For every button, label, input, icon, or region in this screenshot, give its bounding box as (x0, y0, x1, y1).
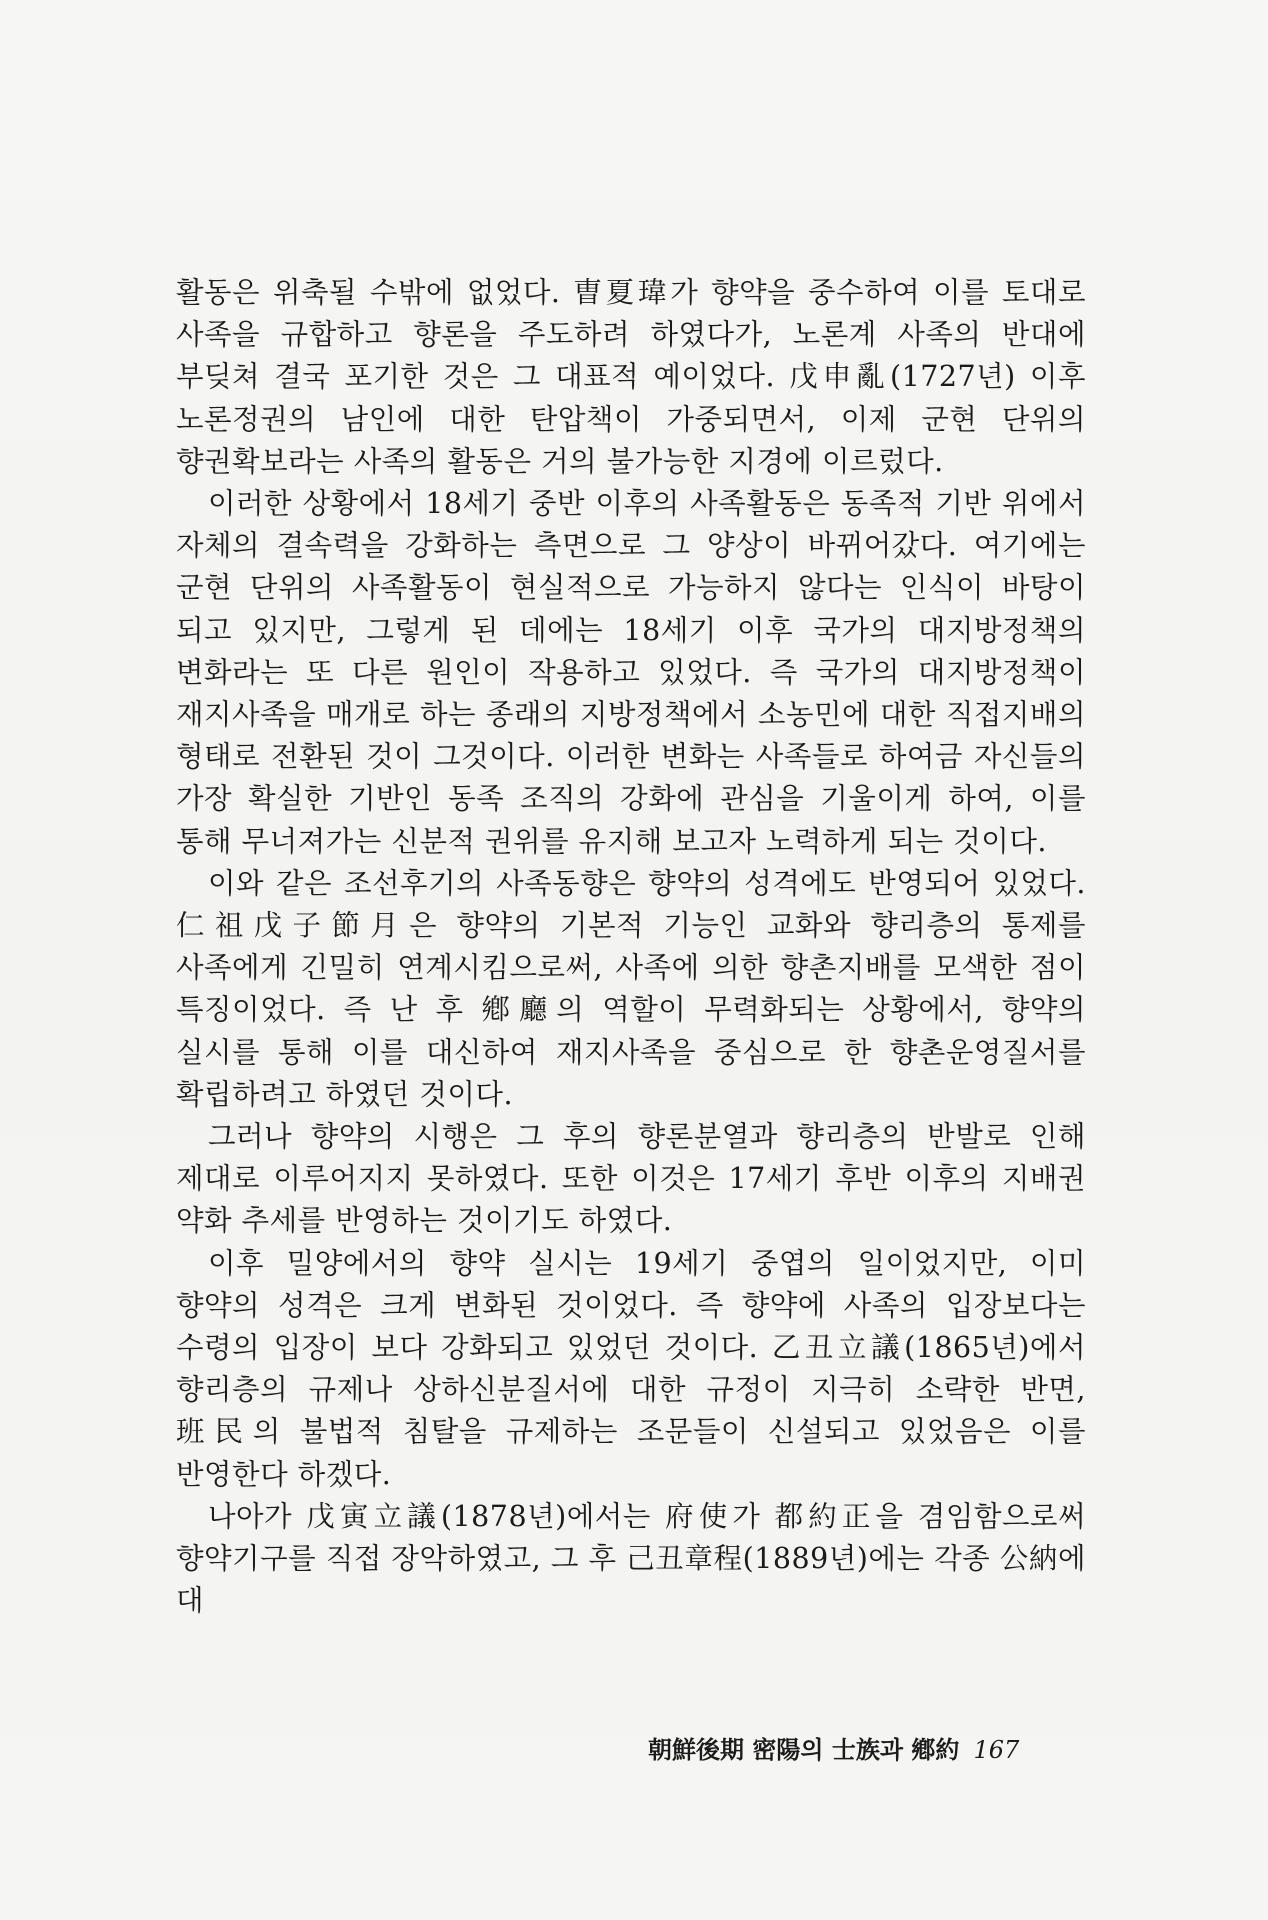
page-footer (648, 1733, 1088, 1767)
page-number: 167 (973, 1736, 1020, 1764)
paragraph-5: 이후 밀양에서의 향약 실시는 19세기 중엽의 일이었지만, 이미 향약의 성격은 크게 변화된 것이었다. 즉 향약에 사족의 입장보다는 수령의 입장이 보다 강화되고 있었던 것이다. 乙丑立議(1865년)에서 향리층의 규제나 상하신분질서에 대한 규정이 지극히 소략한 반면, 班民의 불법적 침탈을 규제하는 조문들이 신설되고 있었음은 이를 반영한다 하겠다. (176, 1246, 1086, 1491)
running-title: 朝鮮後期 密陽의 士族과 鄕約 (648, 1735, 960, 1764)
paragraph-2: 이러한 상황에서 18세기 중반 이후의 사족활동은 동족적 기반 위에서 자체의 결속력을 강화하는 측면으로 그 양상이 바뀌어갔다. 여기에는 군현 단위의 사족활동이 현실적으로 가능하지 않다는 인식이 바탕이 되고 있지만, 그렇게 된 데에는 18세기 이후 국가의 대지방정책의 변화라는 또 다른 원인이 작용하고 있었다. 즉 국가의 대지방정책이 재지사족을 매개로 하는 종래의 지방정책에서 소농민에 대한 직접지배의 형태로 전환된 것이 그것이다. 이러한 변화는 사족들로 하여금 자신들의 가장 확실한 기반인 동족 조직의 강화에 관심을 기울이게 하여, 이를 통해 무너져가는 신분적 권위를 유지해 보고자 노력하게 되는 것이다. (176, 487, 1086, 858)
paragraph-1: 활동은 위축될 수밖에 없었다. 曺夏瑋가 향약을 중수하여 이를 토대로 사족을 규합하고 향론을 주도하려 하였다가, 노론계 사족의 반대에 부딪쳐 결국 포기한 것은 그 대표적 예이었다. 戊申亂(1727년) 이후 노론정권의 남인에 대한 탄압책이 가중되면서, 이제 군현 단위의 향권확보라는 사족의 활동은 거의 불가능한 지경에 이르렀다. (176, 276, 1086, 478)
body-text (176, 272, 1086, 1623)
paragraph-4: 그러나 향약의 시행은 그 후의 향론분열과 향리층의 반발로 인해 제대로 이루어지지 못하였다. 또한 이것은 17세기 후반 이후의 지배권 약화 추세를 반영하는 것이기도 하였다. (176, 1120, 1086, 1238)
paragraph-6: 나아가 戊寅立議(1878년)에서는 府使가 都約正을 겸임함으로써 향약기구를 직접 장악하였고, 그 후 己丑章程(1889년)에는 각종 公納에 대 (176, 1499, 1086, 1618)
paragraph-3: 이와 같은 조선후기의 사족동향은 향약의 성격에도 반영되어 있었다. 仁祖戊子節月은 향약의 기본적 기능인 교화와 향리층의 통제를 사족에게 긴밀히 연계시킴으로써, 사족에 의한 향촌지배를 모색한 점이 특징이었다. 즉 난 후 鄕廳의 역할이 무력화되는 상황에서, 향약의 실시를 통해 이를 대신하여 재지사족을 중심으로 한 향촌운영질서를 확립하려고 하였던 것이다. (176, 866, 1086, 1111)
